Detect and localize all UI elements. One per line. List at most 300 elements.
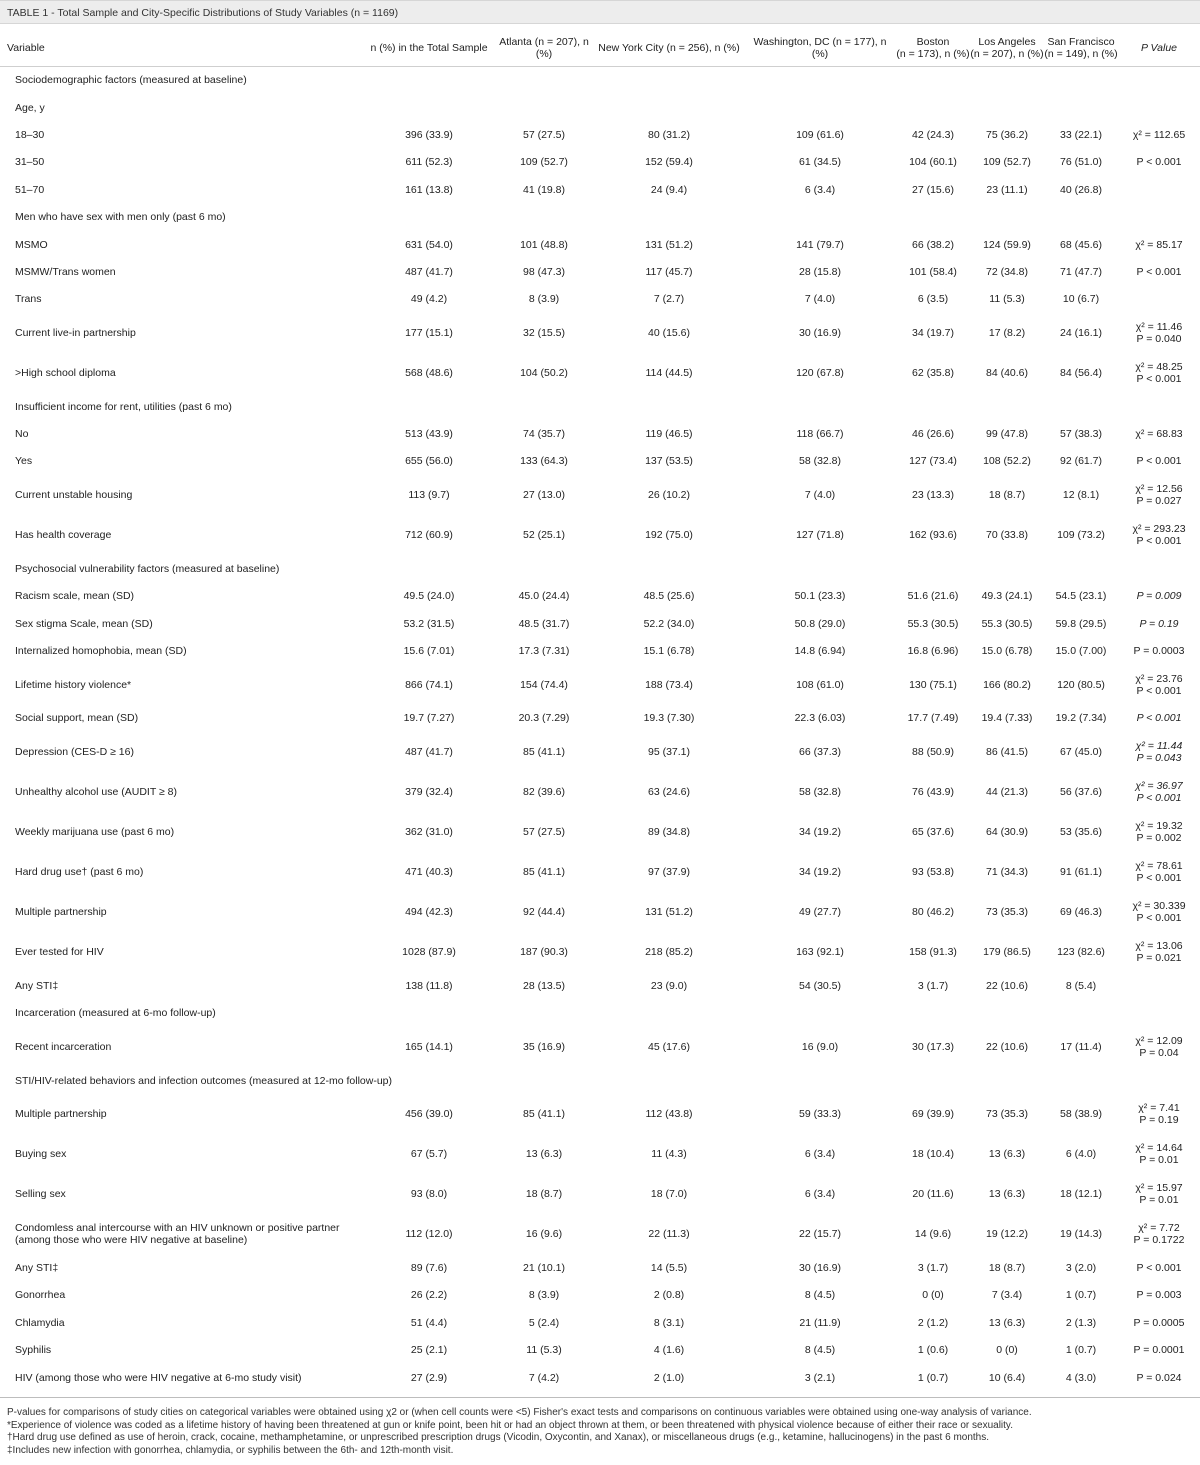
- row-label-text: Any STI‡: [15, 1262, 59, 1274]
- cell-boston: 65 (37.6): [911, 826, 955, 839]
- cell-washington: 58 (32.8): [798, 455, 842, 468]
- row-label-text: Multiple partnership: [15, 906, 107, 919]
- row-label-text: No: [15, 428, 29, 441]
- cell-atlanta: 48.5 (31.7): [518, 617, 570, 630]
- p-value-line: P = 0.0003: [1133, 645, 1185, 658]
- cell-atlanta: 52 (25.1): [522, 529, 566, 542]
- cell-san-francisco: 53 (35.6): [1059, 826, 1103, 839]
- row-label: [0, 852, 364, 892]
- p-value-line: P = 0.043: [1136, 752, 1182, 765]
- cell-atlanta: 27 (13.0): [522, 489, 566, 502]
- cell-los-angeles: 64 (30.9): [985, 826, 1029, 839]
- cell-los-angeles: 18 (8.7): [988, 1262, 1026, 1274]
- cell-total: 1028 (87.9): [402, 946, 456, 959]
- section-row: [0, 67, 1200, 94]
- cell-washington: 30 (16.9): [798, 327, 842, 340]
- row-label-text: 51–70: [15, 183, 45, 196]
- p-value-line: χ² = 13.06: [1135, 940, 1183, 953]
- cell-p-value: [1118, 1214, 1200, 1254]
- cell-san-francisco: 71 (47.7): [1059, 265, 1103, 278]
- cell-washington: 141 (79.7): [796, 238, 844, 251]
- p-value-line: χ² = 23.76: [1135, 672, 1183, 685]
- cell-atlanta: 57 (27.5): [522, 128, 566, 141]
- cell-atlanta: 8 (3.9): [528, 1289, 560, 1302]
- p-value-line: P < 0.001: [1136, 1262, 1182, 1274]
- cell-boston: 16.8 (6.96): [907, 645, 959, 658]
- row-label: Men who have sex with men only (past 6 mo): [15, 211, 226, 224]
- cell-new-york: 131 (51.2): [645, 238, 693, 251]
- cell-p-value: [1118, 420, 1200, 447]
- row-label: Insufficient income for rent, utilities (past 6 mo): [15, 400, 232, 413]
- row-label: [0, 637, 364, 664]
- cell-los-angeles: 7 (3.4): [991, 1289, 1023, 1302]
- row-label-text: Depression (CES-D ≥ 16): [15, 746, 134, 759]
- cell-boston: 93 (53.8): [911, 866, 955, 879]
- cell-new-york: 52.2 (34.0): [643, 617, 695, 630]
- cell-p-value: [1118, 231, 1200, 258]
- row-label: [0, 1027, 364, 1067]
- table-row: [0, 932, 1200, 972]
- cell-boston: 158 (91.3): [909, 946, 957, 959]
- cell-atlanta: 154 (74.4): [520, 678, 568, 691]
- cell-atlanta: 45.0 (24.4): [518, 590, 570, 603]
- cell-total: 112 (12.0): [405, 1228, 453, 1241]
- col-header-atlanta: Atlanta (n = 207), n (%): [494, 30, 594, 67]
- p-value-line: P < 0.001: [1136, 872, 1182, 885]
- cell-p-value: [1118, 149, 1200, 176]
- row-label: [0, 732, 364, 772]
- row-label: [0, 1364, 364, 1391]
- col-header-boston: [896, 30, 970, 67]
- cell-p-value: [1118, 812, 1200, 852]
- cell-san-francisco: 54.5 (23.1): [1055, 590, 1107, 603]
- cell-total: 487 (41.7): [405, 265, 453, 278]
- table-row: [0, 637, 1200, 664]
- p-value-line: P = 0.024: [1136, 1371, 1182, 1384]
- row-label: [0, 665, 364, 705]
- cell-los-angeles: 70 (33.8): [985, 529, 1029, 542]
- cell-san-francisco: 84 (56.4): [1059, 367, 1103, 380]
- cell-atlanta: 41 (19.8): [522, 183, 566, 196]
- row-label-text: Unhealthy alcohol use (AUDIT ≥ 8): [15, 786, 177, 799]
- cell-washington: 54 (30.5): [798, 979, 842, 992]
- cell-total: 67 (5.7): [410, 1148, 448, 1161]
- row-label: Incarceration (measured at 6-mo follow-up): [15, 1007, 216, 1020]
- header-row: [0, 30, 1200, 67]
- p-value-line: χ² = 293.23: [1132, 523, 1186, 536]
- cell-p-value: [1118, 1309, 1200, 1336]
- cell-san-francisco: 17 (11.4): [1060, 1040, 1102, 1053]
- cell-los-angeles: 19 (12.2): [985, 1228, 1029, 1241]
- cell-total: 93 (8.0): [410, 1188, 448, 1201]
- cell-san-francisco: 15.0 (7.00): [1055, 645, 1107, 658]
- row-label: [0, 1336, 364, 1363]
- cell-los-angeles: 44 (21.3): [985, 786, 1029, 799]
- col-header-los-angeles: [970, 30, 1044, 67]
- table-row: [0, 1094, 1200, 1134]
- cell-san-francisco: 12 (8.1): [1062, 489, 1100, 502]
- col-header-variable: Variable: [0, 30, 364, 67]
- cell-boston: 1 (0.7): [917, 1371, 949, 1384]
- cell-boston: 69 (39.9): [911, 1108, 955, 1121]
- row-label-text: >High school diploma: [15, 367, 116, 380]
- cell-new-york: 45 (17.6): [647, 1040, 691, 1053]
- cell-new-york: 26 (10.2): [647, 489, 691, 502]
- cell-los-angeles: 0 (0): [996, 1344, 1018, 1357]
- p-value-line: P = 0.0001: [1133, 1344, 1185, 1357]
- cell-san-francisco: 69 (46.3): [1059, 906, 1103, 919]
- table-row: [0, 1174, 1200, 1214]
- row-label: Age, y: [15, 101, 45, 114]
- cell-washington: 59 (33.3): [798, 1108, 842, 1121]
- cell-total: 631 (54.0): [405, 238, 453, 251]
- row-label: [0, 313, 364, 353]
- cell-washington: 28 (15.8): [798, 265, 842, 278]
- cell-boston: 130 (75.1): [909, 678, 957, 691]
- table-row: [0, 732, 1200, 772]
- cell-los-angeles: 13 (6.3): [988, 1316, 1026, 1329]
- cell-total: 89 (7.6): [410, 1262, 448, 1274]
- cell-washington: 120 (67.8): [796, 367, 844, 380]
- row-label-text: Lifetime history violence*: [15, 678, 132, 691]
- cell-washington: 7 (4.0): [804, 489, 836, 502]
- cell-washington: 66 (37.3): [798, 746, 842, 759]
- cell-san-francisco: 6 (4.0): [1065, 1148, 1097, 1161]
- cell-p-value: [1118, 313, 1200, 353]
- col-header-boston-line2: (n = 173), n (%): [896, 48, 970, 60]
- row-label-text-line2: (among those who were HIV negative at baseline): [15, 1234, 248, 1247]
- cell-p-value: [1118, 286, 1200, 313]
- table-row: [0, 852, 1200, 892]
- cell-washington: 30 (16.9): [798, 1262, 842, 1274]
- p-value-line: P = 0.040: [1136, 333, 1182, 346]
- footnote-violence: *Experience of violence was coded as a lifetime history of having been threatened at gun or knife point, been hit or had an object thrown at them, or been threatened with physical violence because of either their race or sexuality.: [7, 1419, 1013, 1431]
- row-label: [0, 475, 364, 515]
- p-value-line: P = 0.1722: [1133, 1234, 1185, 1247]
- row-label-text: Weekly marijuana use (past 6 mo): [15, 826, 175, 839]
- row-label: Psychosocial vulnerability factors (measured at baseline): [15, 562, 280, 575]
- cell-washington: 50.1 (23.3): [794, 590, 846, 603]
- table-row: [0, 286, 1200, 313]
- cell-p-value: [1118, 475, 1200, 515]
- cell-los-angeles: 10 (6.4): [988, 1371, 1026, 1384]
- p-value-line: P < 0.001: [1136, 455, 1182, 468]
- cell-new-york: 119 (46.5): [645, 428, 693, 441]
- row-label: [0, 1282, 364, 1309]
- cell-boston: 0 (0): [922, 1289, 944, 1302]
- cell-atlanta: 133 (64.3): [520, 455, 568, 468]
- p-value-line: χ² = 85.17: [1135, 238, 1183, 251]
- cell-new-york: 89 (34.8): [647, 826, 691, 839]
- cell-new-york: 117 (45.7): [645, 265, 693, 278]
- cell-los-angeles: 19.4 (7.33): [981, 712, 1033, 725]
- cell-washington: 58 (32.8): [798, 786, 842, 799]
- cell-boston: 1 (0.6): [917, 1344, 949, 1357]
- row-label-text: Current live-in partnership: [15, 327, 136, 340]
- row-label: [0, 705, 364, 732]
- cell-atlanta: 7 (4.2): [528, 1371, 560, 1384]
- row-label-text: Racism scale, mean (SD): [15, 590, 135, 603]
- cell-atlanta: 32 (15.5): [522, 327, 566, 340]
- cell-total: 487 (41.7): [405, 746, 453, 759]
- cell-total: 113 (9.7): [408, 489, 450, 502]
- cell-total: 362 (31.0): [405, 826, 453, 839]
- row-label-text: HIV (among those who were HIV negative at 6-mo study visit): [15, 1371, 302, 1384]
- row-label: [0, 1214, 364, 1254]
- cell-san-francisco: 8 (5.4): [1065, 979, 1097, 992]
- cell-boston: 20 (11.6): [912, 1188, 954, 1201]
- cell-washington: 8 (4.5): [804, 1344, 836, 1357]
- cell-los-angeles: 71 (34.3): [985, 866, 1029, 879]
- table-row: [0, 772, 1200, 812]
- cell-los-angeles: 49.3 (24.1): [981, 590, 1033, 603]
- table-row: [0, 1027, 1200, 1067]
- cell-boston: 80 (46.2): [911, 906, 955, 919]
- cell-washington: 8 (4.5): [804, 1289, 836, 1302]
- cell-atlanta: 28 (13.5): [522, 979, 566, 992]
- row-label: [0, 772, 364, 812]
- cell-los-angeles: 166 (80.2): [983, 678, 1031, 691]
- p-value-line: χ² = 12.09: [1135, 1034, 1183, 1047]
- cell-los-angeles: 15.0 (6.78): [981, 645, 1033, 658]
- cell-total: 712 (60.9): [405, 529, 453, 542]
- cell-san-francisco: 4 (3.0): [1065, 1371, 1097, 1384]
- row-label-text: Yes: [15, 455, 33, 468]
- cell-total: 471 (40.3): [405, 866, 453, 879]
- p-value-line: χ² = 78.61: [1135, 860, 1183, 873]
- cell-san-francisco: 24 (16.1): [1059, 327, 1103, 340]
- col-header-washington: Washington, DC (n = 177), n (%): [744, 30, 896, 67]
- row-label: [0, 1174, 364, 1214]
- cell-san-francisco: 1 (0.7): [1065, 1344, 1097, 1357]
- cell-total: 177 (15.1): [405, 327, 453, 340]
- row-label-text: Sex stigma Scale, mean (SD): [15, 617, 153, 630]
- table-row: [0, 353, 1200, 393]
- cell-new-york: 18 (7.0): [650, 1188, 688, 1201]
- cell-atlanta: 20.3 (7.29): [518, 712, 570, 725]
- cell-washington: 22.3 (6.03): [794, 712, 846, 725]
- cell-san-francisco: 18 (12.1): [1059, 1188, 1103, 1201]
- cell-atlanta: 18 (8.7): [525, 1188, 563, 1201]
- cell-san-francisco: 120 (80.5): [1057, 678, 1105, 691]
- cell-atlanta: 8 (3.9): [528, 293, 560, 306]
- cell-total: 51 (4.4): [410, 1316, 448, 1329]
- cell-boston: 42 (24.3): [911, 128, 955, 141]
- cell-total: 655 (56.0): [405, 455, 453, 468]
- cell-san-francisco: 92 (61.7): [1059, 455, 1103, 468]
- cell-p-value: [1118, 1254, 1200, 1281]
- cell-atlanta: 109 (52.7): [520, 156, 568, 169]
- table-row: [0, 1254, 1200, 1281]
- p-value-line: P < 0.001: [1136, 535, 1182, 548]
- cell-washington: 7 (4.0): [804, 293, 836, 306]
- p-value-line: χ² = 11.44: [1135, 740, 1183, 753]
- p-value-line: P < 0.001: [1136, 373, 1182, 386]
- p-value-line: P < 0.001: [1136, 265, 1182, 278]
- cell-p-value: [1118, 258, 1200, 285]
- row-label: [0, 515, 364, 555]
- p-value-line: P = 0.0005: [1133, 1316, 1185, 1329]
- cell-washington: 6 (3.4): [804, 1148, 836, 1161]
- cell-san-francisco: 68 (45.6): [1059, 238, 1103, 251]
- cell-washington: 127 (71.8): [796, 529, 844, 542]
- cell-total: 53.2 (31.5): [403, 617, 455, 630]
- table-row: [0, 1309, 1200, 1336]
- row-label-text: Current unstable housing: [15, 489, 133, 502]
- row-label-text: 31–50: [15, 156, 45, 169]
- row-label: [0, 353, 364, 393]
- cell-los-angeles: 86 (41.5): [985, 746, 1029, 759]
- cell-washington: 50.8 (29.0): [794, 617, 846, 630]
- cell-atlanta: 92 (44.4): [522, 906, 566, 919]
- cell-p-value: [1118, 852, 1200, 892]
- cell-los-angeles: 18 (8.7): [988, 489, 1026, 502]
- cell-p-value: [1118, 176, 1200, 203]
- row-label: [0, 1309, 364, 1336]
- col-header-new-york: New York City (n = 256), n (%): [594, 30, 744, 67]
- cell-atlanta: 17.3 (7.31): [518, 645, 570, 658]
- cell-atlanta: 11 (5.3): [526, 1344, 562, 1357]
- p-value-line: χ² = 7.72: [1138, 1222, 1180, 1235]
- cell-total: 165 (14.1): [405, 1040, 453, 1053]
- footnote-pvalues: P-values for comparisons of study cities on categorical variables were obtained using χ2 or (when cell counts were <5) Fisher's exact tests and comparisons on continuous variables were obtained using one-way analysis of variance.: [7, 1407, 1032, 1418]
- p-value-line: χ² = 36.97: [1135, 780, 1183, 793]
- footnote-sti: ‡Includes new infection with gonorrhea, chlamydia, or syphilis between the 6th- and 12th-month visit.: [7, 1444, 454, 1456]
- cell-boston: 46 (26.6): [911, 428, 955, 441]
- cell-new-york: 2 (0.8): [653, 1289, 685, 1302]
- p-value-line: P < 0.001: [1136, 712, 1182, 725]
- cell-boston: 162 (93.6): [909, 529, 957, 542]
- cell-washington: 6 (3.4): [804, 183, 836, 196]
- cell-total: 161 (13.8): [405, 183, 453, 196]
- p-value-line: P < 0.001: [1136, 912, 1182, 925]
- cell-los-angeles: 13 (6.3): [988, 1188, 1026, 1201]
- cell-new-york: 112 (43.8): [645, 1108, 693, 1121]
- cell-new-york: 152 (59.4): [645, 156, 693, 169]
- p-value-line: P < 0.001: [1136, 156, 1182, 169]
- col-header-total: n (%) in the Total Sample: [364, 30, 494, 67]
- cell-total: 49.5 (24.0): [403, 590, 455, 603]
- row-label-text: Trans: [15, 293, 42, 306]
- p-value-line: P = 0.01: [1139, 1154, 1179, 1167]
- row-label: [0, 149, 364, 176]
- cell-san-francisco: 57 (38.3): [1059, 428, 1103, 441]
- p-value-line: P = 0.01: [1139, 1194, 1179, 1207]
- row-label-text: Internalized homophobia, mean (SD): [15, 645, 187, 658]
- cell-washington: 109 (61.6): [796, 128, 844, 141]
- table-row: [0, 1214, 1200, 1254]
- cell-boston: 76 (43.9): [911, 786, 955, 799]
- cell-p-value: [1118, 448, 1200, 475]
- table-row: [0, 475, 1200, 515]
- cell-boston: 14 (9.6): [914, 1228, 952, 1241]
- cell-new-york: 40 (15.6): [647, 327, 691, 340]
- cell-san-francisco: 3 (2.0): [1065, 1262, 1097, 1274]
- p-value-line: P = 0.04: [1139, 1046, 1179, 1059]
- cell-los-angeles: 124 (59.9): [983, 238, 1031, 251]
- cell-p-value: [1118, 515, 1200, 555]
- cell-atlanta: 85 (41.1): [522, 1108, 566, 1121]
- cell-boston: 17.7 (7.49): [907, 712, 959, 725]
- table-row: [0, 420, 1200, 447]
- cell-new-york: 97 (37.9): [647, 866, 691, 879]
- cell-p-value: [1118, 1282, 1200, 1309]
- cell-washington: 16 (9.0): [801, 1040, 839, 1053]
- footnotes: [0, 1397, 1200, 1465]
- table-row: [0, 705, 1200, 732]
- cell-total: 396 (33.9): [405, 128, 453, 141]
- row-label: STI/HIV-related behaviors and infection outcomes (measured at 12-mo follow-up): [15, 1074, 393, 1087]
- p-value-line: P = 0.19: [1139, 1114, 1179, 1127]
- cell-san-francisco: 59.8 (29.5): [1055, 617, 1107, 630]
- row-label: [0, 1254, 364, 1281]
- p-value-line: χ² = 14.64: [1135, 1142, 1183, 1155]
- row-label: [0, 176, 364, 203]
- p-value-line: χ² = 12.56: [1135, 483, 1183, 496]
- p-value-line: P = 0.027: [1136, 495, 1182, 508]
- cell-total: 27 (2.9): [410, 1371, 448, 1384]
- cell-los-angeles: 17 (8.2): [988, 327, 1026, 340]
- cell-new-york: 23 (9.0): [650, 979, 688, 992]
- cell-los-angeles: 22 (10.6): [985, 979, 1029, 992]
- cell-washington: 61 (34.5): [798, 156, 842, 169]
- table-row: [0, 1134, 1200, 1174]
- cell-total: 866 (74.1): [405, 678, 453, 691]
- table-row: [0, 149, 1200, 176]
- row-label: [0, 448, 364, 475]
- table-body: [0, 67, 1200, 1392]
- p-value-line: P = 0.19: [1139, 617, 1179, 630]
- cell-total: 138 (11.8): [405, 979, 453, 992]
- cell-san-francisco: 56 (37.6): [1059, 786, 1103, 799]
- col-header-boston-line1: Boston: [916, 36, 950, 48]
- row-label-text: Selling sex: [15, 1188, 66, 1201]
- p-value-line: P < 0.001: [1136, 792, 1182, 805]
- cell-new-york: 192 (75.0): [645, 529, 693, 542]
- cell-washington: 118 (66.7): [796, 428, 844, 441]
- row-label: Sociodemographic factors (measured at baseline): [15, 74, 247, 87]
- table-row: [0, 665, 1200, 705]
- table-row: [0, 1282, 1200, 1309]
- cell-los-angeles: 75 (36.2): [985, 128, 1029, 141]
- cell-atlanta: 74 (35.7): [522, 428, 566, 441]
- cell-los-angeles: 73 (35.3): [985, 1108, 1029, 1121]
- cell-boston: 2 (1.2): [917, 1316, 949, 1329]
- cell-san-francisco: 10 (6.7): [1062, 293, 1100, 306]
- cell-new-york: 137 (53.5): [645, 455, 693, 468]
- p-value-line: χ² = 30.339: [1132, 900, 1186, 913]
- cell-new-york: 4 (1.6): [653, 1344, 685, 1357]
- p-value-line: P = 0.002: [1136, 832, 1182, 845]
- table-row: [0, 448, 1200, 475]
- cell-los-angeles: 11 (5.3): [989, 293, 1025, 306]
- table-row: [0, 515, 1200, 555]
- cell-p-value: [1118, 1094, 1200, 1134]
- cell-washington: 34 (19.2): [798, 826, 842, 839]
- cell-washington: 6 (3.4): [804, 1188, 836, 1201]
- cell-los-angeles: 72 (34.8): [985, 265, 1029, 278]
- cell-atlanta: 104 (50.2): [520, 367, 568, 380]
- cell-san-francisco: 40 (26.8): [1059, 183, 1103, 196]
- cell-new-york: 24 (9.4): [650, 183, 688, 196]
- cell-p-value: [1118, 1174, 1200, 1214]
- table-row: [0, 176, 1200, 203]
- row-label-text: Ever tested for HIV: [15, 946, 104, 959]
- cell-p-value: [1118, 353, 1200, 393]
- cell-los-angeles: 73 (35.3): [985, 906, 1029, 919]
- cell-p-value: [1118, 932, 1200, 972]
- cell-p-value: [1118, 121, 1200, 148]
